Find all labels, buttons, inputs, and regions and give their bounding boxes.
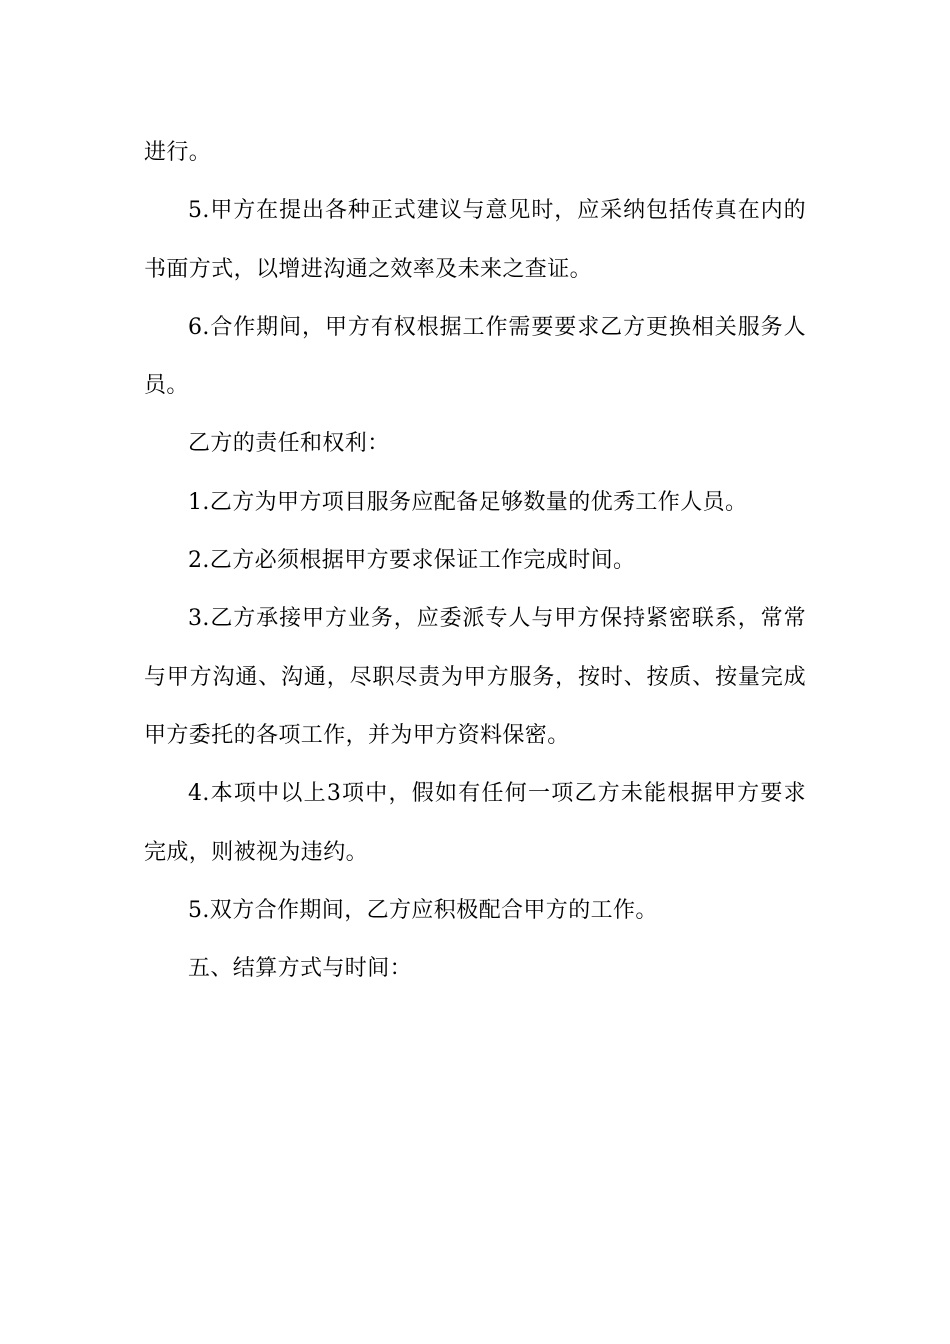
paragraph-b-clause-5: 5.双方合作期间，乙方应积极配合甲方的工作。 (188, 897, 658, 923)
paragraph-b-clause-4: 4.本项中以上3项中，假如有任何一项乙方未能根据甲方要求完成，则被视为违约。 (144, 781, 806, 865)
paragraph-continuation: 进行。 (144, 140, 212, 165)
section-heading-party-b: 乙方的责任和权利： (188, 431, 390, 457)
paragraph-b-clause-2: 2.乙方必须根据甲方要求保证工作完成时间。 (188, 548, 636, 574)
paragraph-clause-5: 5.甲方在提出各种正式建议与意见时，应采纳包括传真在内的书面方式，以增进沟通之效率及未来之查证。 (144, 198, 806, 282)
paragraph-clause-6: 6.合作期间，甲方有权根据工作需要要求乙方更换相关服务人员。 (144, 314, 806, 399)
paragraph-b-clause-1: 1.乙方为甲方项目服务应配备足够数量的优秀工作人员。 (188, 489, 748, 515)
section-heading-settlement: 五、结算方式与时间： (188, 956, 413, 982)
paragraph-b-clause-3: 3.乙方承接甲方业务，应委派专人与甲方保持紧密联系，常常与甲方沟通、沟通，尽职尽责为甲方服务，按时、按质、按量完成甲方委托的各项工作，并为甲方资料保密。 (144, 606, 806, 748)
document-body (144, 124, 806, 998)
